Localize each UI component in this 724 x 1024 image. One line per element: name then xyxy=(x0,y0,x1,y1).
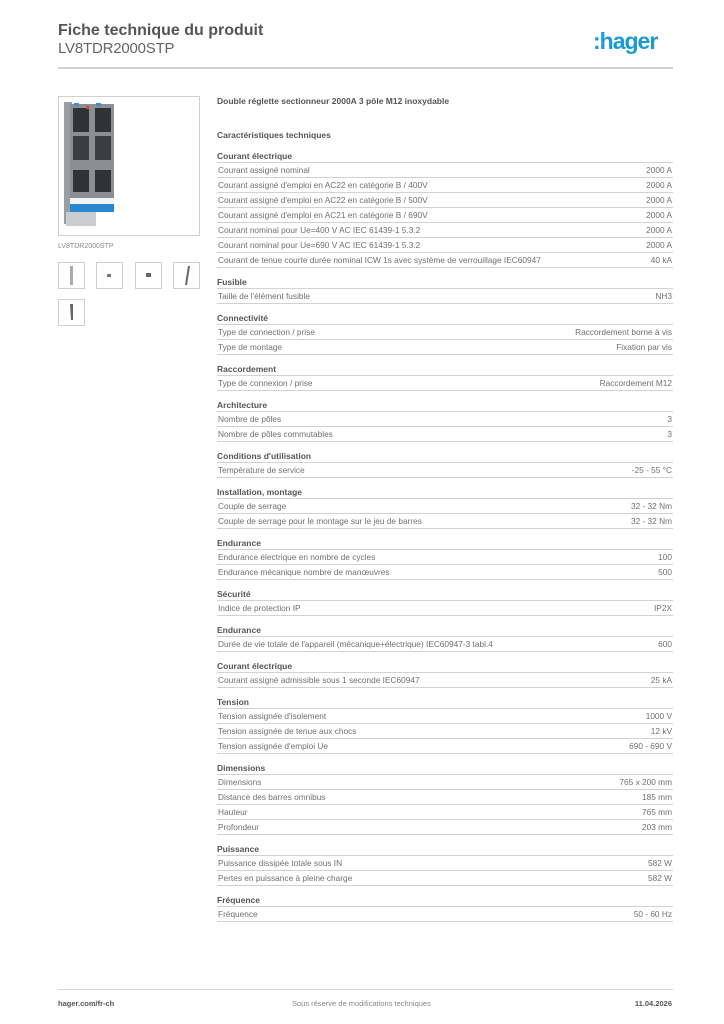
spec-label: Durée de vie totale de l'appareil (mécanique+électrique) IEC60947-3 tabl.4 xyxy=(218,638,493,649)
spec-label: Nombre de pôles xyxy=(218,413,282,424)
spec-label: Puissance dissipée totale sous IN xyxy=(218,857,343,868)
spec-value: -25 - 55 °C xyxy=(631,464,672,475)
spec-section xyxy=(217,588,673,616)
section-title: Courant électrique xyxy=(217,150,673,163)
section-title: Courant électrique xyxy=(217,660,673,673)
spec-row xyxy=(217,637,673,652)
spec-value: 582 W xyxy=(648,872,672,883)
spec-section xyxy=(217,894,673,922)
section-title: Sécurité xyxy=(217,588,673,601)
thumbnail-front-view[interactable] xyxy=(58,262,85,289)
spec-label: Pertes en puissance à pleine charge xyxy=(218,872,353,883)
section-title: Dimensions xyxy=(217,762,673,775)
section-title: Architecture xyxy=(217,399,673,412)
thumbnail-detail-2[interactable] xyxy=(135,262,162,289)
spec-label: Endurance électrique en nombre de cycles xyxy=(218,551,376,562)
spec-row xyxy=(217,163,673,178)
spec-label: Distance des barres omnibus xyxy=(218,791,326,802)
spec-content xyxy=(217,96,673,922)
spec-row xyxy=(217,499,673,514)
footer-divider xyxy=(58,989,673,990)
spec-row xyxy=(217,376,673,391)
spec-row xyxy=(217,871,673,886)
spec-label: Température de service xyxy=(218,464,305,475)
spec-row xyxy=(217,208,673,223)
product-reference: LV8TDR2000STP xyxy=(58,40,175,57)
spec-label: Dimensions xyxy=(218,776,262,787)
spec-row xyxy=(217,673,673,688)
spec-label: Courant assigné nominal xyxy=(218,164,310,175)
image-caption: LV8TDR2000STP xyxy=(58,243,114,250)
section-title: Conditions d'utilisation xyxy=(217,450,673,463)
section-title: Fréquence xyxy=(217,894,673,907)
spec-value: 2000 A xyxy=(646,194,672,205)
spec-row xyxy=(217,709,673,724)
section-title: Puissance xyxy=(217,843,673,856)
spec-value: 2000 A xyxy=(646,239,672,250)
spec-row xyxy=(217,340,673,355)
spec-row xyxy=(217,775,673,790)
spec-row xyxy=(217,790,673,805)
spec-value: 50 - 60 Hz xyxy=(633,908,672,919)
spec-section xyxy=(217,150,673,268)
thumbnail-image-icon xyxy=(59,300,84,325)
spec-section xyxy=(217,450,673,478)
spec-value: 12 kV xyxy=(650,725,672,736)
spec-row xyxy=(217,463,673,478)
spec-label: Nombre de pôles commutables xyxy=(218,428,333,439)
spec-row xyxy=(217,178,673,193)
spec-sections xyxy=(217,150,673,922)
spec-section xyxy=(217,312,673,355)
footer-website[interactable]: hager.com/fr-ch xyxy=(58,999,115,1008)
section-title: Tension xyxy=(217,696,673,709)
spec-row xyxy=(217,427,673,442)
spec-value: 203 mm xyxy=(642,821,672,832)
section-title: Installation, montage xyxy=(217,486,673,499)
spec-row xyxy=(217,325,673,340)
spec-value: 2000 A xyxy=(646,164,672,175)
spec-label: Couple de serrage pour le montage sur le jeu de barres xyxy=(218,515,422,526)
spec-row xyxy=(217,856,673,871)
spec-label: Type de connexion / prise xyxy=(218,377,313,388)
spec-label: Courant assigné d'emploi en AC22 en catégorie B / 400V xyxy=(218,179,428,190)
section-title: Endurance xyxy=(217,537,673,550)
spec-value: Raccordement M12 xyxy=(599,377,672,388)
thumbnail-side-view-2[interactable] xyxy=(58,299,85,326)
thumbnail-image-icon xyxy=(59,263,84,288)
spec-label: Tension assignée d'emploi Ue xyxy=(218,740,328,751)
spec-row xyxy=(217,223,673,238)
spec-label: Endurance mécanique nombre de manœuvres xyxy=(218,566,390,577)
thumbnail-side-view[interactable] xyxy=(173,262,200,289)
spec-value: 40 kA xyxy=(650,254,672,265)
spec-section xyxy=(217,762,673,835)
spec-value: NH3 xyxy=(655,290,672,301)
footer-date: 11.04.2026 xyxy=(634,999,672,1008)
section-title: Endurance xyxy=(217,624,673,637)
spec-row xyxy=(217,739,673,754)
spec-value: 2000 A xyxy=(646,209,672,220)
spec-label: Courant nominal pour Ue=690 V AC IEC 61439-1 5.3.2 xyxy=(218,239,421,250)
spec-label: Courant nominal pour Ue=400 V AC IEC 61439-1 5.3.2 xyxy=(218,224,421,235)
header-divider xyxy=(58,67,673,69)
spec-row xyxy=(217,601,673,616)
spec-label: Indice de protection IP xyxy=(218,602,301,613)
spec-value: 32 - 32 Nm xyxy=(630,515,672,526)
spec-section xyxy=(217,363,673,391)
page-title: Fiche technique du produit xyxy=(58,22,264,39)
spec-value: 690 - 690 V xyxy=(629,740,672,751)
spec-section xyxy=(217,843,673,886)
spec-row xyxy=(217,907,673,922)
spec-section xyxy=(217,486,673,529)
spec-value: 1000 V xyxy=(645,710,672,721)
spec-section xyxy=(217,537,673,580)
spec-row xyxy=(217,289,673,304)
thumbnail-image-icon xyxy=(97,263,122,288)
thumbnail-detail-1[interactable] xyxy=(96,262,123,289)
spec-value: 765 x 200 mm xyxy=(619,776,672,787)
spec-value: 185 mm xyxy=(642,791,672,802)
spec-value: 2000 A xyxy=(646,224,672,235)
product-photo-icon xyxy=(64,102,116,230)
spec-value: 2000 A xyxy=(646,179,672,190)
spec-value: Raccordement borne à vis xyxy=(575,326,672,337)
spec-section xyxy=(217,399,673,442)
section-title: Fusible xyxy=(217,276,673,289)
spec-row xyxy=(217,550,673,565)
spec-label: Couple de serrage xyxy=(218,500,287,511)
spec-label: Type de montage xyxy=(218,341,283,352)
spec-row xyxy=(217,412,673,427)
spec-row xyxy=(217,820,673,835)
spec-value: 765 mm xyxy=(642,806,672,817)
spec-label: Tension assignée de tenue aux chocs xyxy=(218,725,357,736)
spec-row xyxy=(217,724,673,739)
spec-row xyxy=(217,238,673,253)
footer-disclaimer: Sous réserve de modifications techniques xyxy=(292,999,431,1008)
spec-section xyxy=(217,696,673,754)
spec-value: 582 W xyxy=(648,857,672,868)
spec-label: Hauteur xyxy=(218,806,248,817)
spec-row xyxy=(217,805,673,820)
product-description: Double réglette sectionneur 2000A 3 pôle M12 inoxydable xyxy=(217,96,450,106)
section-title: Raccordement xyxy=(217,363,673,376)
spec-row xyxy=(217,514,673,529)
spec-value: 500 xyxy=(658,566,672,577)
spec-value: 100 xyxy=(658,551,672,562)
spec-row xyxy=(217,253,673,268)
spec-value: IP2X xyxy=(654,602,672,613)
spec-value: Fixation par vis xyxy=(616,341,672,352)
spec-label: Courant assigné admissible sous 1 seconde IEC60947 xyxy=(218,674,420,685)
spec-section xyxy=(217,276,673,304)
spec-heading: Caractéristiques techniques xyxy=(217,130,331,140)
spec-label: Courant de tenue courte durée nominal ICW 1s avec système de verrouillage IEC60947 xyxy=(218,254,541,265)
thumbnail-image-icon xyxy=(174,263,199,288)
spec-label: Fréquence xyxy=(218,908,258,919)
spec-value: 3 xyxy=(667,428,672,439)
thumbnail-image-icon xyxy=(136,263,161,288)
spec-value: 3 xyxy=(667,413,672,424)
spec-row xyxy=(217,565,673,580)
spec-section xyxy=(217,660,673,688)
spec-label: Taille de l'élément fusible xyxy=(218,290,310,301)
spec-label: Type de connection / prise xyxy=(218,326,315,337)
spec-label: Profondeur xyxy=(218,821,260,832)
spec-value: 600 xyxy=(658,638,672,649)
spec-label: Courant assigné d'emploi en AC22 en catégorie B / 500V xyxy=(218,194,428,205)
product-image[interactable] xyxy=(58,96,200,236)
spec-value: 25 kA xyxy=(650,674,672,685)
spec-label: Tension assignée d'isolement xyxy=(218,710,327,721)
hager-logo: :hager xyxy=(593,28,658,54)
spec-value: 32 - 32 Nm xyxy=(630,500,672,511)
section-title: Connectivité xyxy=(217,312,673,325)
spec-label: Courant assigné d'emploi en AC21 en catégorie B / 690V xyxy=(218,209,428,220)
spec-section xyxy=(217,624,673,652)
spec-row xyxy=(217,193,673,208)
